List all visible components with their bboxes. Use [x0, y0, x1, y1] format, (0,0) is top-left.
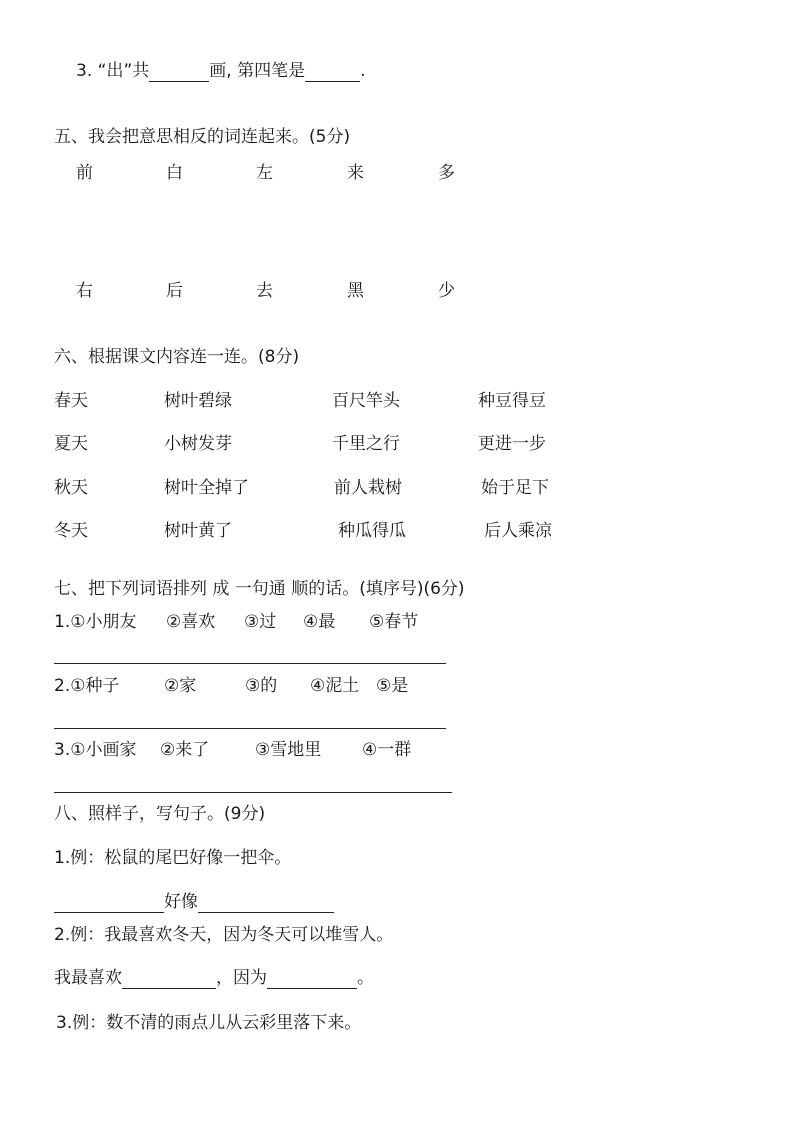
word-part: ③雪地里: [255, 740, 322, 760]
question-number: 3.: [76, 61, 93, 81]
example-3: 3.例：数不清的雨点儿从云彩里落下来。: [56, 1013, 362, 1033]
s7-item-1: [54, 611, 136, 633]
word-part: ①小画家: [70, 740, 137, 760]
question-text: “出”共: [97, 61, 150, 81]
word-part: ③过: [244, 612, 277, 632]
word-bottom-3[interactable]: 去: [256, 281, 273, 301]
answer-blank[interactable]: [122, 970, 216, 989]
match-cell[interactable]: 树叶黄了: [164, 521, 232, 541]
answer-blank[interactable]: [198, 894, 334, 913]
match-cell[interactable]: 种豆得豆: [478, 391, 546, 411]
match-cell[interactable]: 更进一步: [478, 434, 546, 454]
word-top-4[interactable]: 来: [347, 163, 364, 183]
answer-blank[interactable]: [149, 63, 209, 82]
fill-text: 。: [357, 968, 374, 988]
match-cell[interactable]: 始于足下: [481, 478, 549, 498]
answer-blank[interactable]: [267, 970, 357, 989]
answer-line[interactable]: [54, 663, 446, 664]
word-part: ②来了: [160, 740, 210, 760]
fill-text: 好像: [164, 892, 198, 912]
word-part: ①小朋友: [70, 612, 137, 632]
word-bottom-5[interactable]: 少: [438, 281, 455, 301]
item-number: 3.: [54, 740, 71, 760]
s7-item-3: [54, 739, 136, 761]
s7-item-2: [54, 675, 119, 697]
word-bottom-1[interactable]: 右: [76, 281, 93, 301]
word-part: ⑤春节: [369, 612, 419, 632]
section-6-heading: 六、根据课文内容连一连。(8分): [54, 347, 300, 367]
fill-sentence-1: [54, 891, 334, 913]
match-cell[interactable]: 百尺竿头: [332, 391, 400, 411]
match-cell[interactable]: 后人乘凉: [484, 521, 552, 541]
match-cell[interactable]: 前人栽树: [334, 478, 402, 498]
answer-blank[interactable]: [305, 63, 360, 82]
answer-blank[interactable]: [54, 894, 164, 913]
match-cell[interactable]: 千里之行: [332, 434, 400, 454]
section-7-heading: 七、把下列词语排列 成 一句通 顺的话。(填序号)(6分): [54, 579, 465, 599]
match-cell[interactable]: 树叶碧绿: [164, 391, 232, 411]
question-3: [76, 60, 365, 82]
word-part: ①种子: [70, 676, 120, 696]
word-part: ⑤是: [376, 676, 409, 696]
word-bottom-4[interactable]: 黑: [347, 281, 364, 301]
word-top-3[interactable]: 左: [256, 163, 273, 183]
fill-sentence-2: [54, 967, 374, 989]
section-5-heading: 五、我会把意思相反的词连起来。(5分): [54, 127, 351, 147]
match-cell[interactable]: 秋天: [54, 478, 88, 498]
match-cell[interactable]: 夏天: [54, 434, 88, 454]
example-1: 1.例：松鼠的尾巴好像一把伞。: [54, 848, 292, 868]
word-top-5[interactable]: 多: [438, 163, 455, 183]
match-cell[interactable]: 种瓜得瓜: [338, 521, 406, 541]
fill-text: 我最喜欢: [54, 968, 122, 988]
question-text: .: [360, 61, 366, 81]
answer-line[interactable]: [54, 728, 446, 729]
word-part: ②喜欢: [166, 612, 216, 632]
word-bottom-2[interactable]: 后: [166, 281, 183, 301]
section-8-heading: 八、照样子，写句子。(9分): [54, 804, 266, 824]
answer-line[interactable]: [54, 792, 452, 793]
item-number: 2.: [54, 676, 71, 696]
word-part: ④最: [303, 612, 336, 632]
match-cell[interactable]: 冬天: [54, 521, 88, 541]
match-cell[interactable]: 小树发芽: [164, 434, 232, 454]
fill-text: ，因为: [216, 968, 267, 988]
word-top-1[interactable]: 前: [76, 163, 93, 183]
match-cell[interactable]: 树叶全掉了: [164, 478, 249, 498]
word-top-2[interactable]: 白: [166, 163, 183, 183]
word-part: ④泥土: [310, 676, 360, 696]
word-part: ③的: [245, 676, 278, 696]
word-part: ④一群: [362, 740, 412, 760]
example-2: 2.例：我最喜欢冬天，因为冬天可以堆雪人。: [54, 925, 394, 945]
question-text: 画, 第四笔是: [209, 61, 306, 81]
word-part: ②家: [164, 676, 197, 696]
match-cell[interactable]: 春天: [54, 391, 88, 411]
item-number: 1.: [54, 612, 71, 632]
